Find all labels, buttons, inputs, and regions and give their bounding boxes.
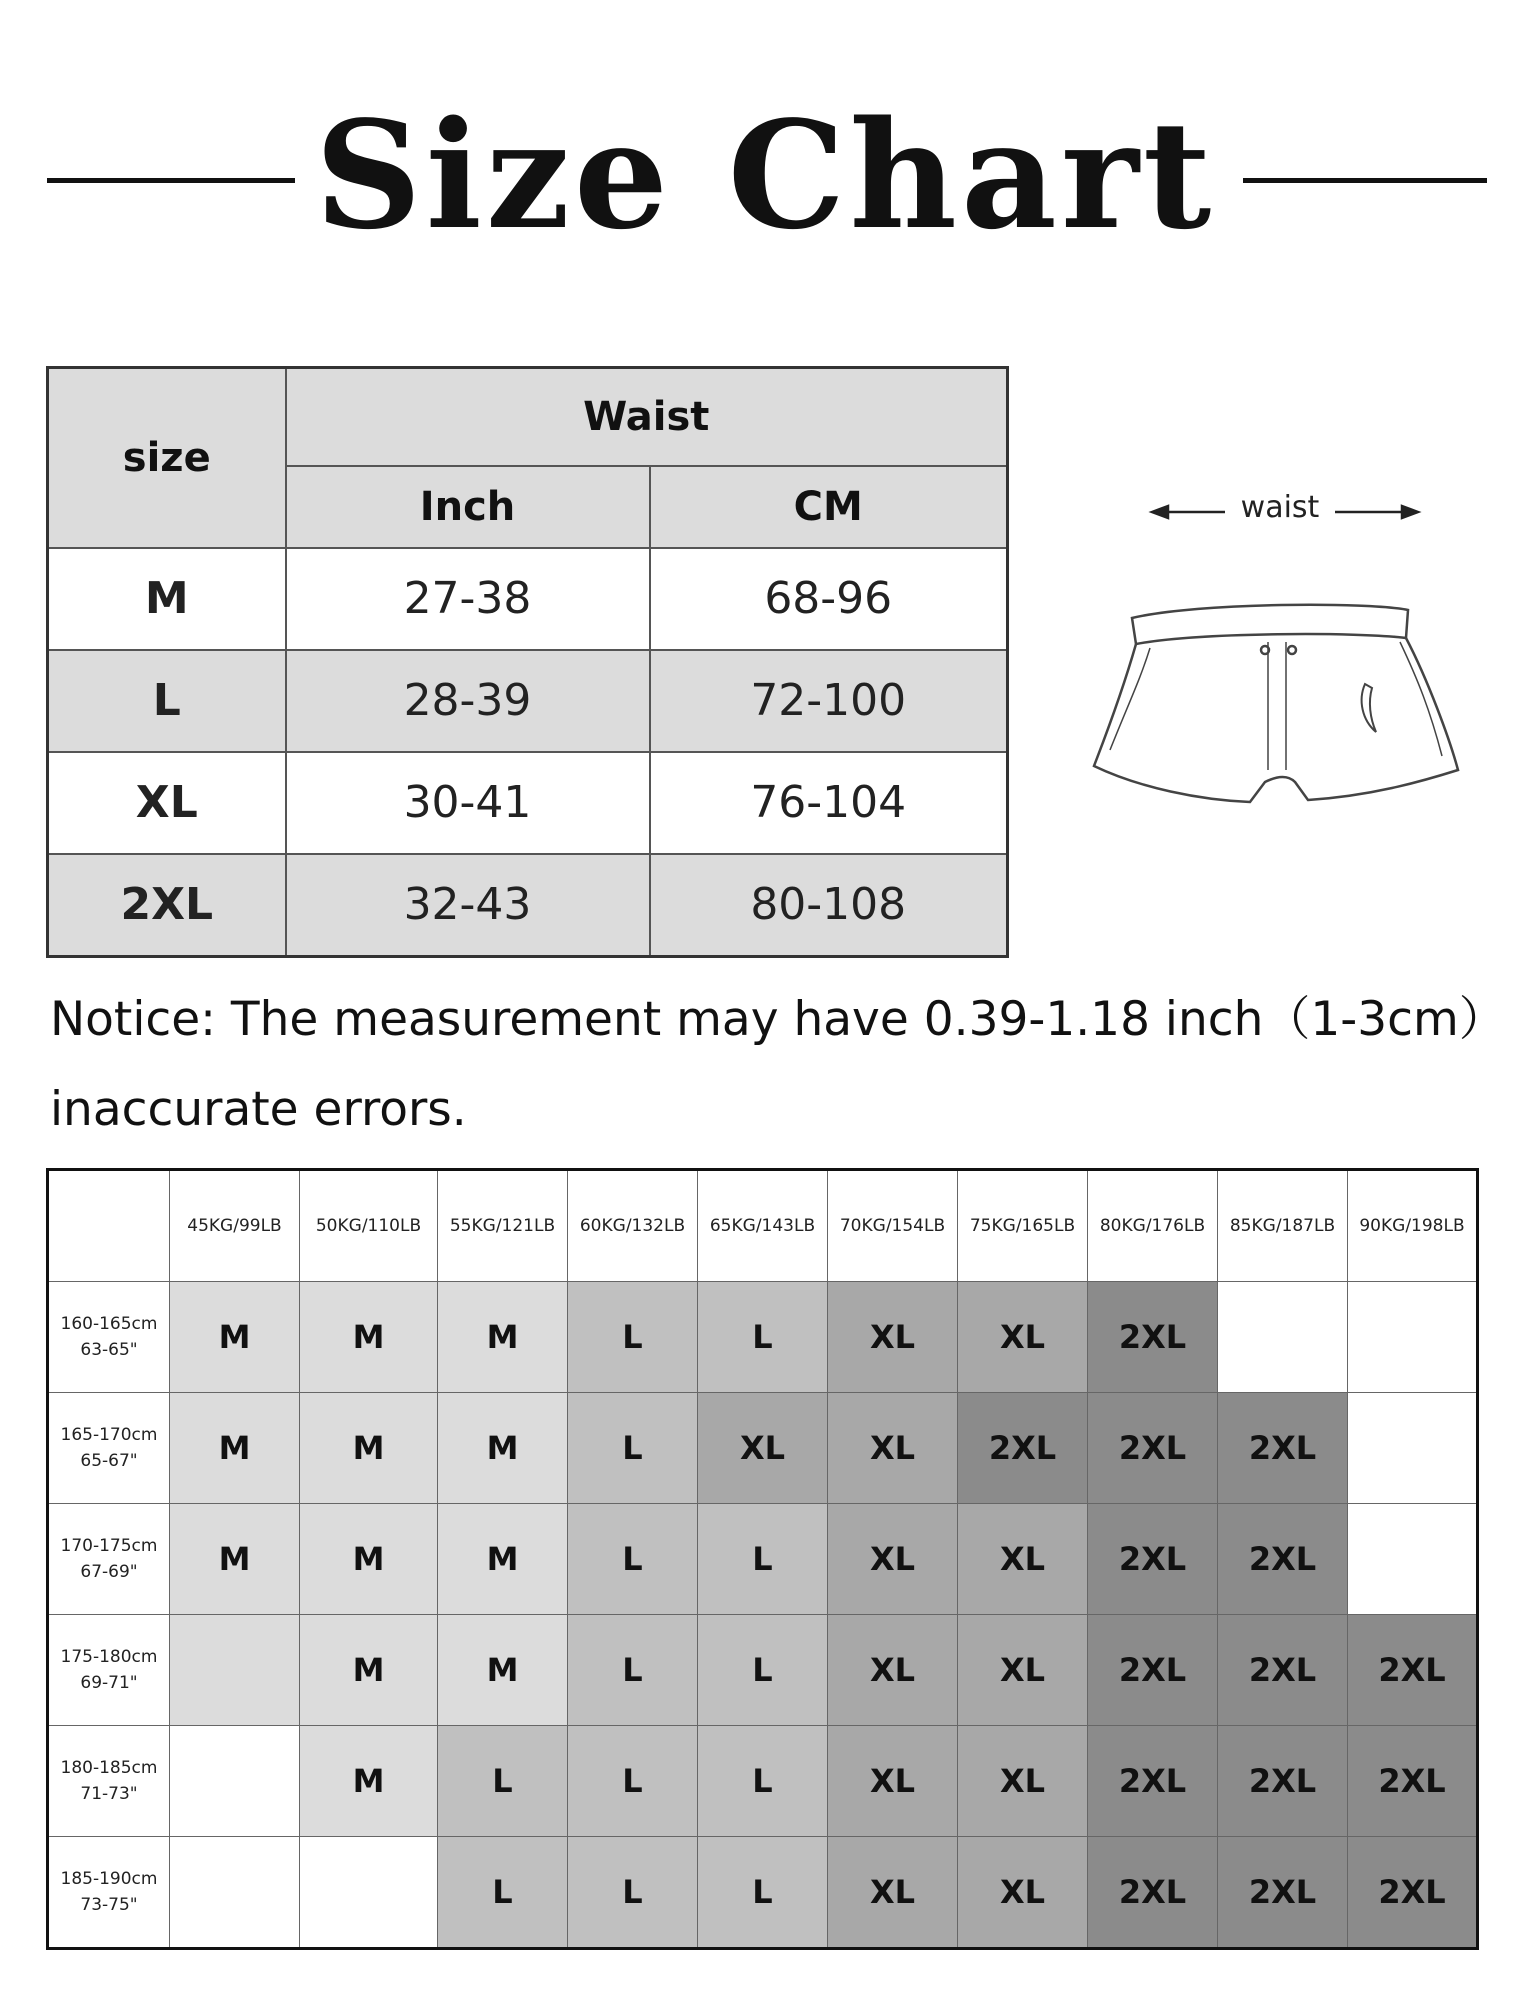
size-cell: XL: [828, 1393, 958, 1504]
height-in: 63-65": [80, 1340, 138, 1360]
size-cell: [1348, 1282, 1478, 1393]
waist-cell-inch: 32-43: [286, 854, 650, 957]
height-row: [48, 1615, 1478, 1726]
weight-header: 75KG/165LB: [958, 1170, 1088, 1282]
size-cell: M: [300, 1393, 438, 1504]
size-cell: M: [170, 1393, 300, 1504]
size-cell: [170, 1837, 300, 1949]
height-header: [48, 1282, 170, 1393]
size-cell: 2XL: [1088, 1282, 1218, 1393]
waist-cell-cm: 72-100: [650, 650, 1008, 752]
size-cell: XL: [828, 1282, 958, 1393]
waist-row: [48, 650, 1008, 752]
notice-line-1: Notice: The measurement may have 0.39-1.18 inch（1-3cm）: [50, 992, 1506, 1047]
size-cell: L: [568, 1282, 698, 1393]
height-row: [48, 1504, 1478, 1615]
height-row: [48, 1726, 1478, 1837]
size-header: size: [48, 368, 286, 548]
size-cell: 2XL: [1218, 1615, 1348, 1726]
size-cell: 2XL: [1218, 1837, 1348, 1949]
height-cm: 165-170cm: [60, 1425, 158, 1445]
size-cell: M: [438, 1282, 568, 1393]
waist-cell-inch: 27-38: [286, 548, 650, 650]
height-cm: 185-190cm: [60, 1869, 158, 1889]
size-cell: XL: [958, 1504, 1088, 1615]
weight-header: 55KG/121LB: [438, 1170, 568, 1282]
size-cell: M: [300, 1282, 438, 1393]
height-in: 69-71": [80, 1673, 138, 1693]
title-rule-right: [1243, 178, 1487, 183]
waist-cell-size: 2XL: [48, 854, 286, 957]
height-header: [48, 1615, 170, 1726]
size-cell: XL: [958, 1282, 1088, 1393]
size-cell: XL: [828, 1837, 958, 1949]
size-cell: L: [568, 1504, 698, 1615]
height-row: [48, 1282, 1478, 1393]
size-cell: 2XL: [1218, 1726, 1348, 1837]
weight-header: 70KG/154LB: [828, 1170, 958, 1282]
waist-size-table: [46, 366, 1009, 958]
shorts-diagram: [1080, 470, 1480, 830]
size-cell: M: [300, 1615, 438, 1726]
size-cell: XL: [828, 1504, 958, 1615]
waist-cell-size: L: [48, 650, 286, 752]
size-cell: L: [438, 1837, 568, 1949]
height-cm: 160-165cm: [60, 1314, 158, 1334]
size-cell: L: [568, 1615, 698, 1726]
size-cell: XL: [828, 1726, 958, 1837]
waist-row: [48, 752, 1008, 854]
size-cell: M: [438, 1615, 568, 1726]
size-cell: M: [300, 1726, 438, 1837]
title-block: [0, 90, 1530, 260]
size-cell: 2XL: [1088, 1837, 1218, 1949]
height-in: 71-73": [80, 1784, 138, 1804]
weight-header: 50KG/110LB: [300, 1170, 438, 1282]
waist-cell-size: XL: [48, 752, 286, 854]
size-cell: [170, 1726, 300, 1837]
weight-header: 90KG/198LB: [1348, 1170, 1478, 1282]
size-cell: [1348, 1393, 1478, 1504]
size-cell: XL: [958, 1837, 1088, 1949]
notice-line-2: inaccurate errors.: [50, 1082, 467, 1137]
size-cell: L: [438, 1726, 568, 1837]
waist-cell-cm: 76-104: [650, 752, 1008, 854]
size-cell: L: [568, 1393, 698, 1504]
weight-header: 85KG/187LB: [1218, 1170, 1348, 1282]
waist-cell-size: M: [48, 548, 286, 650]
inch-header: Inch: [286, 466, 650, 548]
page-title: Size Chart: [314, 88, 1216, 262]
height-header: [48, 1393, 170, 1504]
weight-header: 60KG/132LB: [568, 1170, 698, 1282]
size-cell: 2XL: [1088, 1393, 1218, 1504]
height-header: [48, 1726, 170, 1837]
size-cell: 2XL: [1218, 1504, 1348, 1615]
size-cell: M: [438, 1504, 568, 1615]
size-cell: 2XL: [1088, 1504, 1218, 1615]
size-cell: 2XL: [1348, 1615, 1478, 1726]
size-cell: [1348, 1504, 1478, 1615]
size-cell: M: [170, 1282, 300, 1393]
cm-header: CM: [650, 466, 1008, 548]
size-cell: [170, 1615, 300, 1726]
size-cell: XL: [698, 1393, 828, 1504]
height-weight-size-table: [46, 1168, 1479, 1950]
waist-row: [48, 548, 1008, 650]
height-in: 73-75": [80, 1895, 138, 1915]
size-cell: M: [170, 1504, 300, 1615]
size-cell: L: [698, 1504, 828, 1615]
shorts-icon: [1094, 605, 1458, 802]
size-cell: 2XL: [958, 1393, 1088, 1504]
size-cell: [1218, 1282, 1348, 1393]
height-row: [48, 1837, 1478, 1949]
weight-header: 80KG/176LB: [1088, 1170, 1218, 1282]
size-cell: 2XL: [1348, 1837, 1478, 1949]
size-cell: 2XL: [1348, 1726, 1478, 1837]
height-in: 65-67": [80, 1451, 138, 1471]
height-in: 67-69": [80, 1562, 138, 1582]
waist-cell-inch: 30-41: [286, 752, 650, 854]
waist-label: waist: [1240, 490, 1320, 525]
waist-cell-cm: 80-108: [650, 854, 1008, 957]
size-cell: 2XL: [1218, 1393, 1348, 1504]
height-row: [48, 1393, 1478, 1504]
waist-header: Waist: [286, 368, 1008, 466]
size-cell: L: [698, 1282, 828, 1393]
waist-row: [48, 854, 1008, 957]
size-cell: L: [568, 1726, 698, 1837]
size-cell: M: [300, 1504, 438, 1615]
size-cell: [300, 1837, 438, 1949]
height-header: [48, 1837, 170, 1949]
height-cm: 175-180cm: [60, 1647, 158, 1667]
recommend-table-body: [48, 1170, 1478, 1949]
weight-header-row: [48, 1170, 1478, 1282]
size-cell: XL: [958, 1615, 1088, 1726]
size-cell: XL: [828, 1615, 958, 1726]
notice-text: [50, 975, 1506, 1155]
height-cm: 180-185cm: [60, 1758, 158, 1778]
height-header: [48, 1504, 170, 1615]
size-cell: L: [698, 1615, 828, 1726]
corner-cell: [48, 1170, 170, 1282]
waist-table-body: [48, 548, 1008, 957]
waist-cell-cm: 68-96: [650, 548, 1008, 650]
size-cell: L: [568, 1837, 698, 1949]
size-cell: M: [438, 1393, 568, 1504]
weight-header: 45KG/99LB: [170, 1170, 300, 1282]
waist-cell-inch: 28-39: [286, 650, 650, 752]
size-cell: 2XL: [1088, 1726, 1218, 1837]
size-cell: L: [698, 1726, 828, 1837]
weight-header: 65KG/143LB: [698, 1170, 828, 1282]
size-cell: 2XL: [1088, 1615, 1218, 1726]
size-cell: XL: [958, 1726, 1088, 1837]
size-cell: L: [698, 1837, 828, 1949]
height-cm: 170-175cm: [60, 1536, 158, 1556]
